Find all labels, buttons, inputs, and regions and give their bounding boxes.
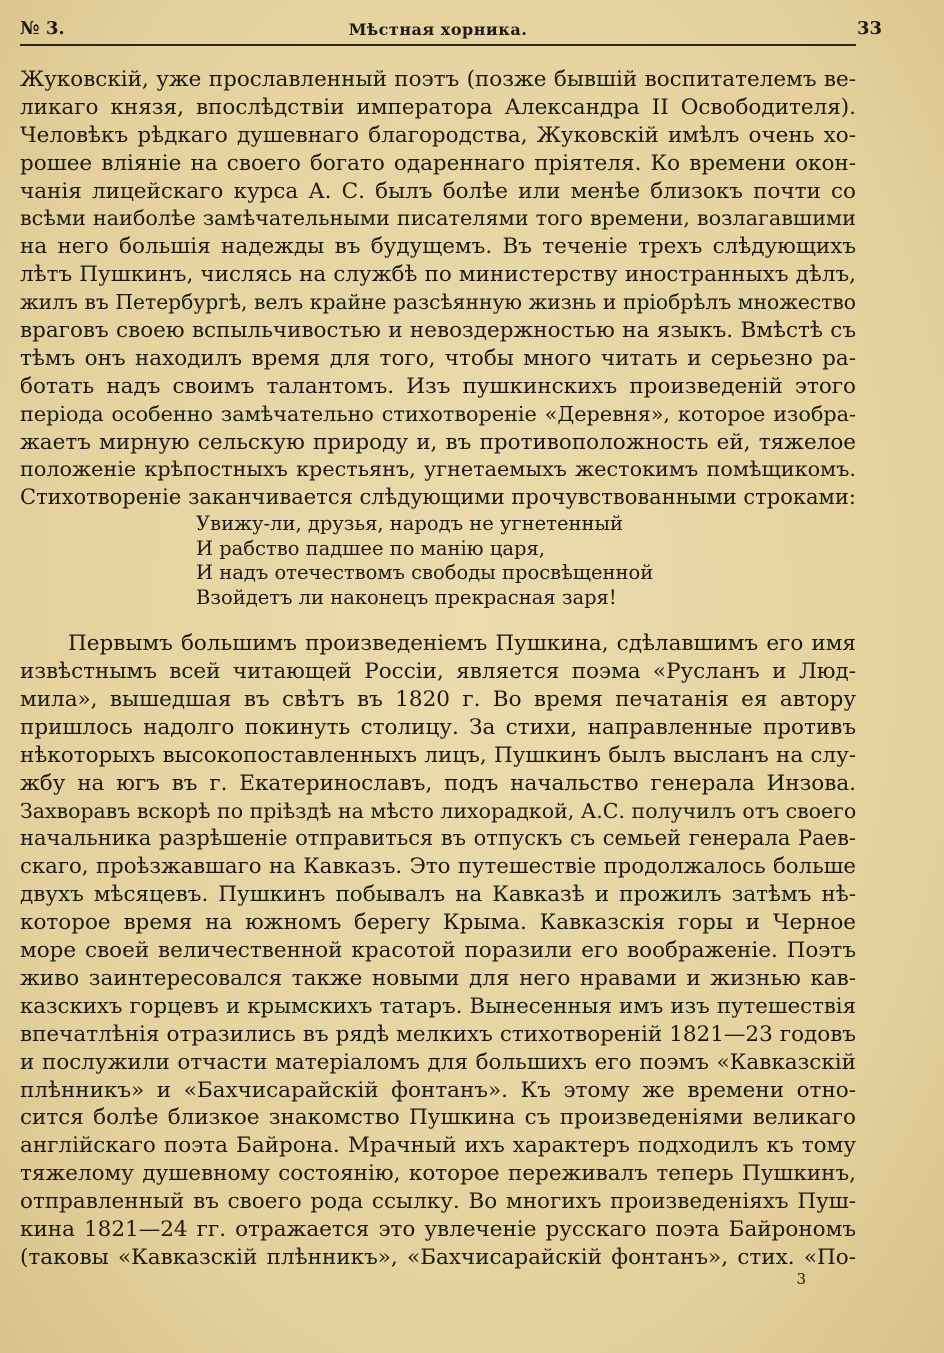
text-line: мила», вышедшая въ свѣтъ въ 1820 г. Во время печатанія ея автору xyxy=(20,687,856,713)
text-line: враговъ своею вспыльчивостью и невоздержностью на языкъ. Вмѣстѣ съ xyxy=(20,318,856,344)
poem-line: И надъ отечествомъ свободы просвѣщенной xyxy=(196,561,654,585)
paragraph-1 xyxy=(20,66,856,512)
text-line-content: Первымъ большимъ произведеніемъ Пушкина, сдѣлавшимъ его имя xyxy=(68,631,856,657)
text-line: ботать надъ своимъ талантомъ. Изъ пушкинскихъ произведеній этого xyxy=(20,373,856,399)
text-line: (таковы «Кавказскій плѣнникъ», «Бахчисарайскій фонтанъ», стих. «По- xyxy=(20,1244,856,1270)
issue-number: № 3. xyxy=(20,18,65,39)
page-header xyxy=(20,14,882,44)
text-line: скаго, проѣзжавшаго на Кавказъ. Это путешествіе продолжалось больше xyxy=(20,854,856,880)
text-line: сится болѣе близкое знакомство Пушкина съ произведеніями великаго xyxy=(20,1105,856,1131)
poem-line: Увижу-ли, друзья, народъ не угнетенный xyxy=(196,512,624,536)
poem-line: И рабство падшее по манію царя, xyxy=(196,536,546,560)
text-line: положеніе крѣпостныхъ крестьянъ, угнетаемыхъ жестокимъ помѣщикомъ. xyxy=(20,457,856,482)
text-line: и послужили отчасти матеріаломъ для большихъ его поэмъ «Кавказскій xyxy=(20,1049,856,1075)
text-line: тѣмъ онъ находилъ время для того, чтобы много читать и серьезно ра- xyxy=(20,345,856,371)
text-line: море своей величественной красотой поразили его воображеніе. Поэтъ xyxy=(20,938,856,964)
text-line: Стихотвореніе заканчивается слѣдующими прочувствованными строками: xyxy=(20,485,856,510)
text-line: періода особенно замѣчательно стихотвореніе «Деревня», которое изобра- xyxy=(20,401,856,426)
text-line: начальника разрѣшеніе отправиться въ отпускъ съ семьей генерала Раев- xyxy=(20,826,856,851)
poem-line: Взойдетъ ли наконецъ прекрасная заря! xyxy=(196,585,617,609)
header-rule xyxy=(20,44,856,46)
text-line: нѣкоторыхъ высокопоставленныхъ лицъ, Пушкинъ былъ высланъ на слу- xyxy=(20,742,856,768)
text-line: тяжелому душевному состоянію, которое переживалъ теперь Пушкинъ, xyxy=(20,1161,856,1187)
text-line: Жуковскій, уже прославленный поэтъ (позже бывшій воспитателемъ ве- xyxy=(20,67,856,92)
text-line: плѣнникъ» и «Бахчисарайскій фонтанъ». Къ этому же времени отно- xyxy=(20,1077,856,1103)
text-line: чанія лицейскаго курса А. С. былъ болѣе или менѣе близокъ почти со xyxy=(20,178,856,204)
text-line: ликаго князя, впослѣдствіи императора Александра II Освободителя). xyxy=(20,94,856,120)
signature-mark: 3 xyxy=(796,1270,806,1288)
text-line xyxy=(20,630,856,658)
text-line: жаетъ мирную сельскую природу и, въ противоположность ей, тяжелое xyxy=(20,429,856,455)
text-line: которое время на южномъ берегу Крыма. Кавказскія горы и Черное xyxy=(20,910,856,936)
text-line: казскихъ горцевъ и крымскихъ татаръ. Вынесенныя имъ изъ путешествія xyxy=(20,993,856,1019)
text-line: на него большія надежды въ будущемъ. Въ теченіе трехъ слѣдующихъ xyxy=(20,234,856,260)
article-body xyxy=(20,66,856,1272)
running-title: Мѣстная хорника. xyxy=(348,20,528,39)
text-line: лѣтъ Пушкинъ, числясь на службѣ по министерству иностранныхъ дѣлъ, xyxy=(20,262,856,288)
text-line: живо заинтересовался также новыми для него нравами и жизнью кав- xyxy=(20,965,856,991)
text-line: жилъ въ Петербургѣ, велъ крайне разсѣянную жизнь и пріобрѣлъ множество xyxy=(20,290,856,315)
text-line: пришлось надолго покинуть столицу. За стихи, направленные противъ xyxy=(20,714,856,740)
text-line: Захворавъ вскорѣ по пріѣздѣ на мѣсто лихорадкой, А.С. получилъ отъ своего xyxy=(20,798,857,823)
page-number: 33 xyxy=(856,18,882,39)
text-line: извѣстнымъ всей читающей Россіи, является поэма «Русланъ и Люд- xyxy=(20,659,856,685)
text-line: Человѣкъ рѣдкаго душевнаго благородства, Жуковскій имѣлъ очень хо- xyxy=(20,122,856,148)
text-line: отправленный въ своего рода ссылку. Во многихъ произведеніяхъ Пуш- xyxy=(20,1189,856,1215)
text-line: жбу на югъ въ г. Екатеринославъ, подъ начальство генерала Инзова. xyxy=(20,770,856,796)
text-line: всѣми наиболѣе замѣчательными писателями того времени, возлагавшими xyxy=(20,206,856,231)
text-line: двухъ мѣсяцевъ. Пушкинъ побывалъ на Кавказѣ и прожилъ затѣмъ нѣ- xyxy=(20,882,856,908)
text-line: рошее вліяніе на своего богато одареннаго пріятеля. Ко времени окон- xyxy=(20,150,856,176)
text-line: впечатлѣнія отразились въ рядѣ мелкихъ стихотвореній 1821—23 годовъ xyxy=(20,1021,856,1047)
paragraph-2 xyxy=(20,630,856,1271)
poem-quote xyxy=(196,512,856,610)
text-line: англійскаго поэта Байрона. Мрачный ихъ характеръ подходилъ къ тому xyxy=(20,1133,856,1159)
text-line: кина 1821—24 гг. отражается это увлеченіе русскаго поэта Байрономъ xyxy=(20,1216,856,1242)
